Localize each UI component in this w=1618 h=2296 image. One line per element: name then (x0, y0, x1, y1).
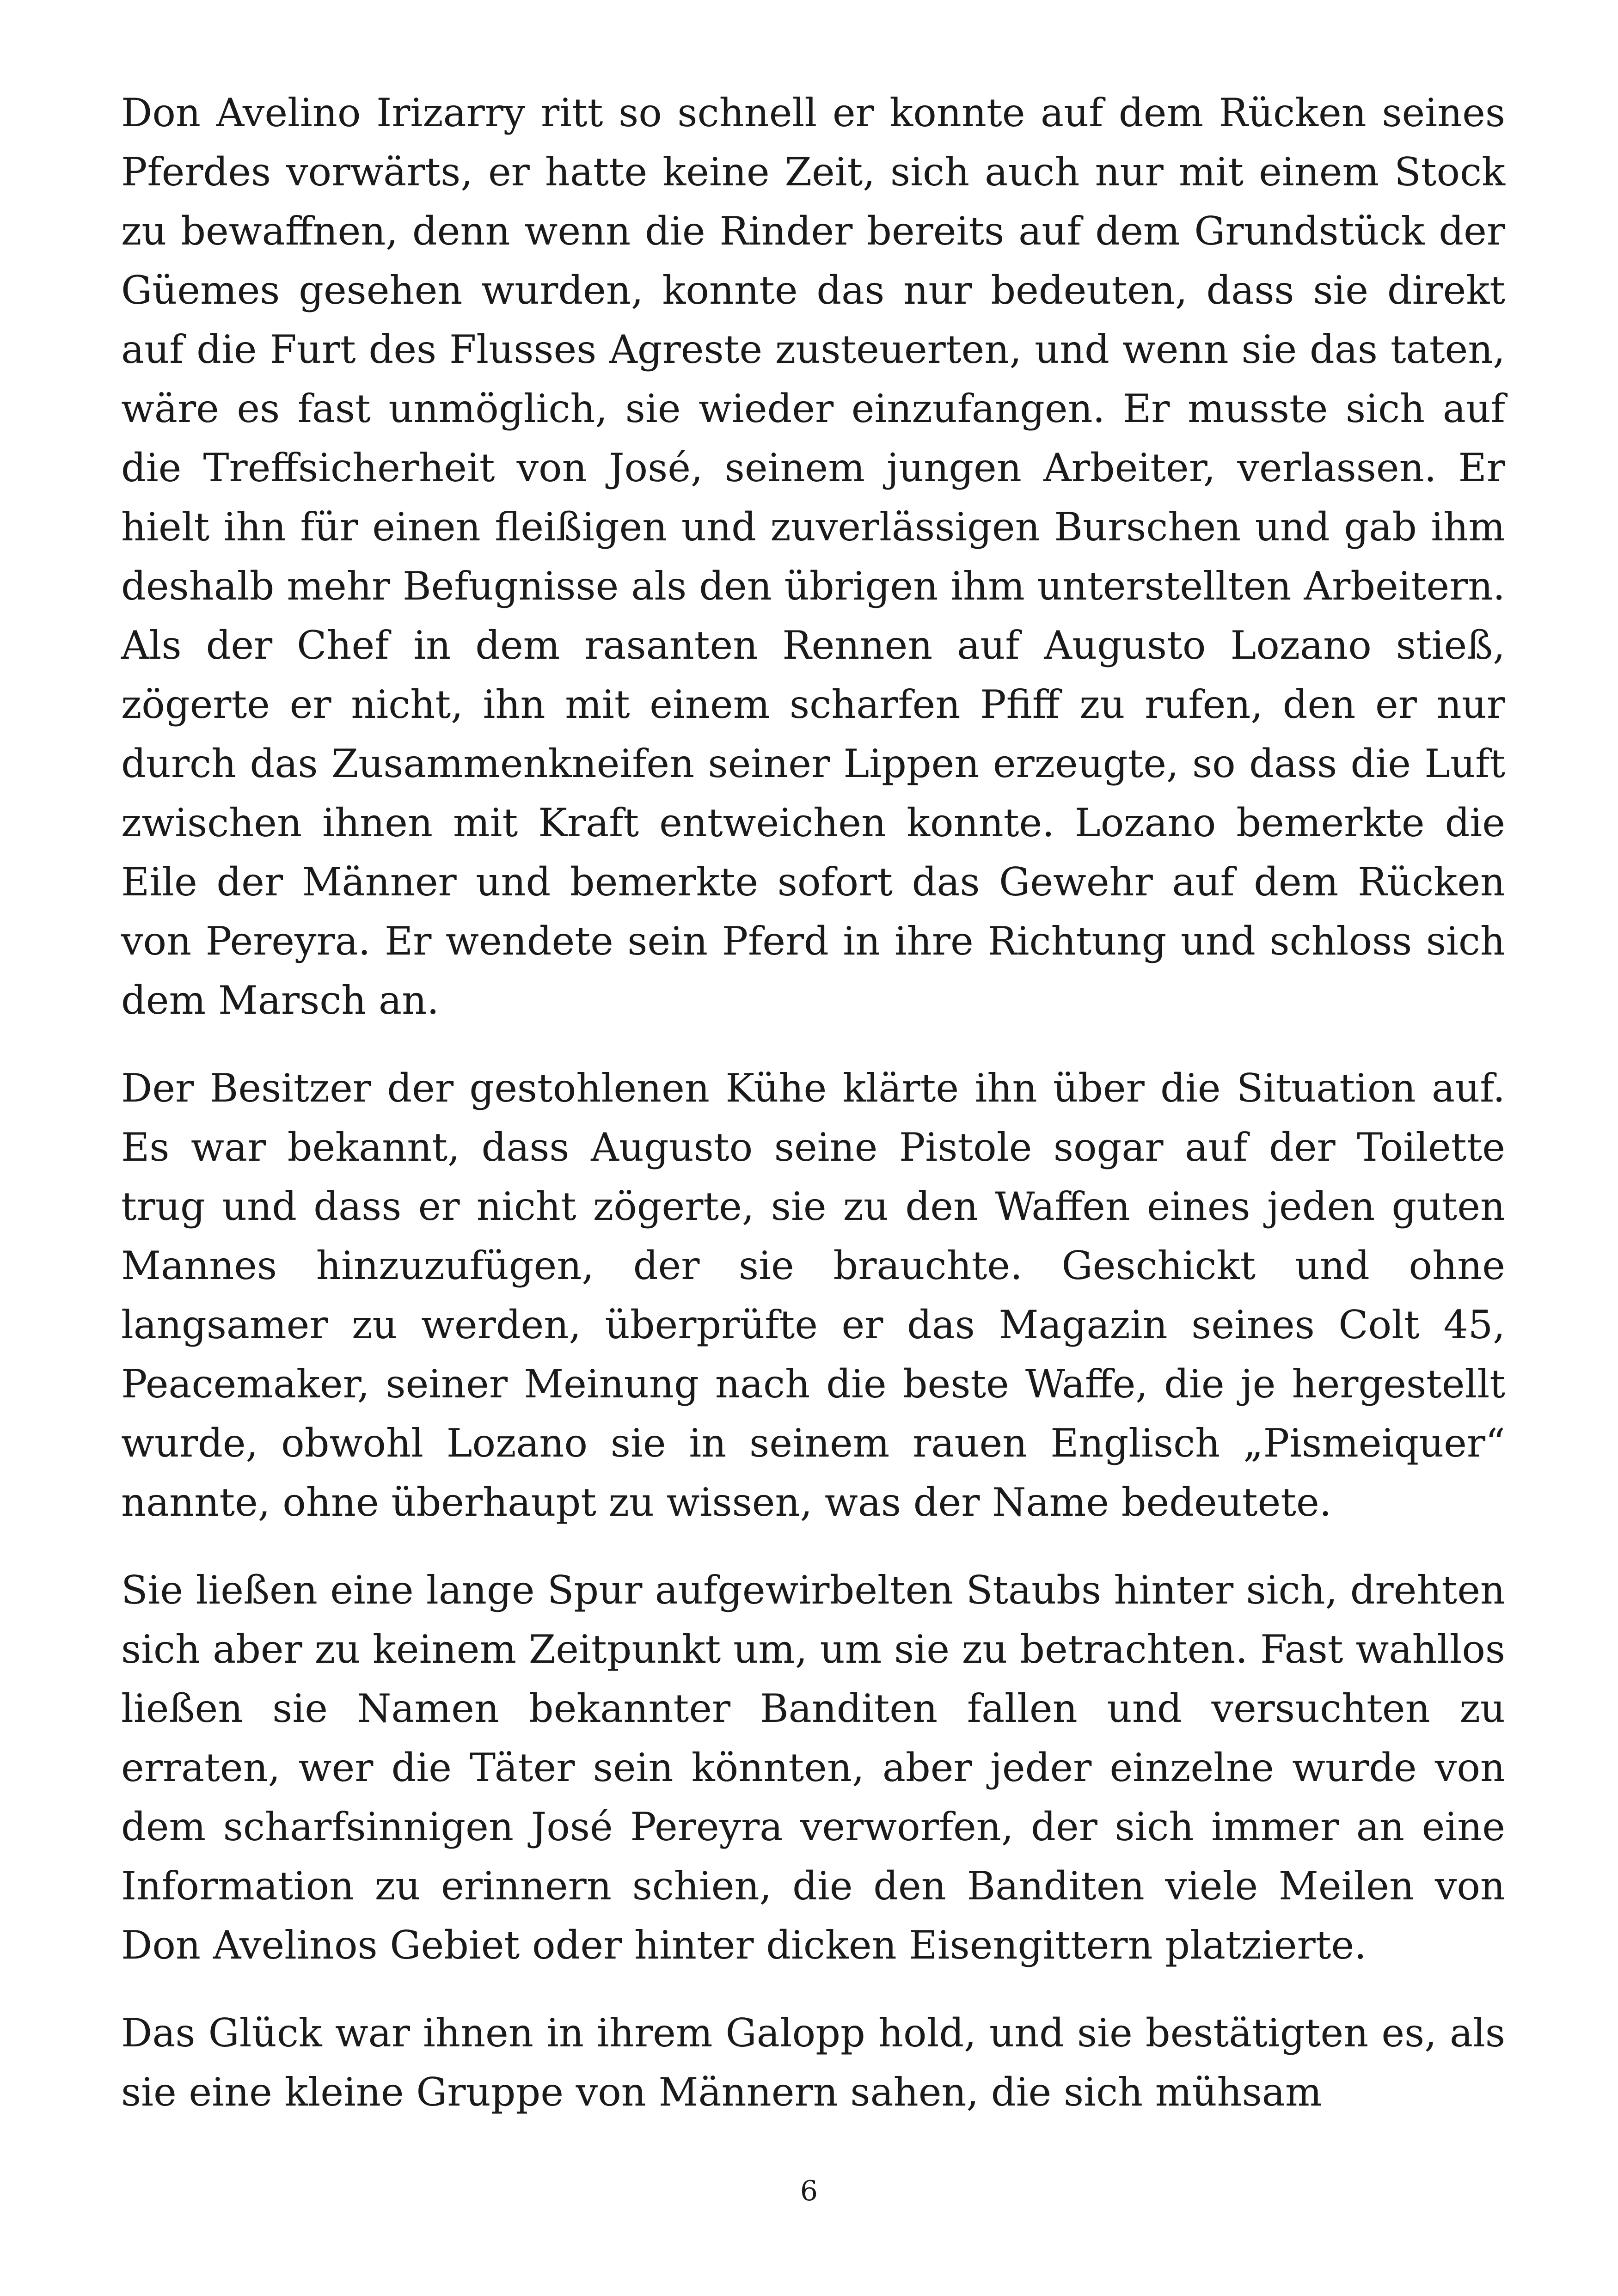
paragraph-3: Sie ließen eine lange Spur aufgewirbelten Staubs hinter sich, drehten sich aber zu keinem Zeitpunkt um, um sie zu betrachten. Fast wahllos ließen sie Namen bekannter Banditen fallen und versuchten zu erraten, wer die Täter sein könnten, aber jeder einzelne wurde von dem scharfsinnigen José Pereyra verworfen, der sich immer an eine Information zu erinnern schien, die den Banditen viele Meilen von Don Avelinos Gebiet oder hinter dicken Eisengittern platzierte. (121, 1567, 1505, 1968)
paragraph-1: Don Avelino Irizarry ritt so schnell er konnte auf dem Rücken seines Pferdes vorwärts, er hatte keine Zeit, sich auch nur mit einem Stock zu bewaffnen, denn wenn die Rinder bereits auf dem Grundstück der Güemes gesehen wurden, konnte das nur bedeuten, dass sie direkt auf die Furt des Flusses Agreste zusteuerten, und wenn sie das taten, wäre es fast unmöglich, sie wieder einzufangen. Er musste sich auf die Treffsicherheit von José, seinem jungen Arbeiter, verlassen. Er hielt ihn für einen fleißigen und zuverlässigen Burschen und gab ihm deshalb mehr Befugnisse als den übrigen ihm unterstellten Arbeitern. Als der Chef in dem rasanten Rennen auf Augusto Lozano stieß, zögerte er nicht, ihn mit einem scharfen Pfiff zu rufen, den er nur durch das Zusammenkneifen seiner Lippen erzeugte, so dass die Luft zwischen ihnen mit Kraft entweichen konnte. Lozano bemerkte die Eile der Männer und bemerkte sofort das Gewehr auf dem Rücken von Pereyra. Er wendete sein Pferd in ihre Richtung und schloss sich dem Marsch an. (121, 90, 1505, 1023)
paragraph-4: Das Glück war ihnen in ihrem Galopp hold, und sie bestätigten es, als sie eine kleine Gruppe von Männern sahen, die sich mühsam (121, 2010, 1505, 2115)
page-number: 6 (800, 2175, 818, 2207)
paragraph-2: Der Besitzer der gestohlenen Kühe klärte ihn über die Situation auf. Es war bekannt, dass Augusto seine Pistole sogar auf der Toilette trug und dass er nicht zögerte, sie zu den Waffen eines jeden guten Mannes hinzuzufügen, der sie brauchte. Geschickt und ohne langsamer zu werden, überprüfte er das Magazin seines Colt 45, Peacemaker, seiner Meinung nach die beste Waffe, die je hergestellt wurde, obwohl Lozano sie in seinem rauen Englisch „Pismeiquer“ nannte, ohne überhaupt zu wissen, was der Name bedeutete. (121, 1065, 1505, 1525)
page-body (121, 83, 1505, 2150)
